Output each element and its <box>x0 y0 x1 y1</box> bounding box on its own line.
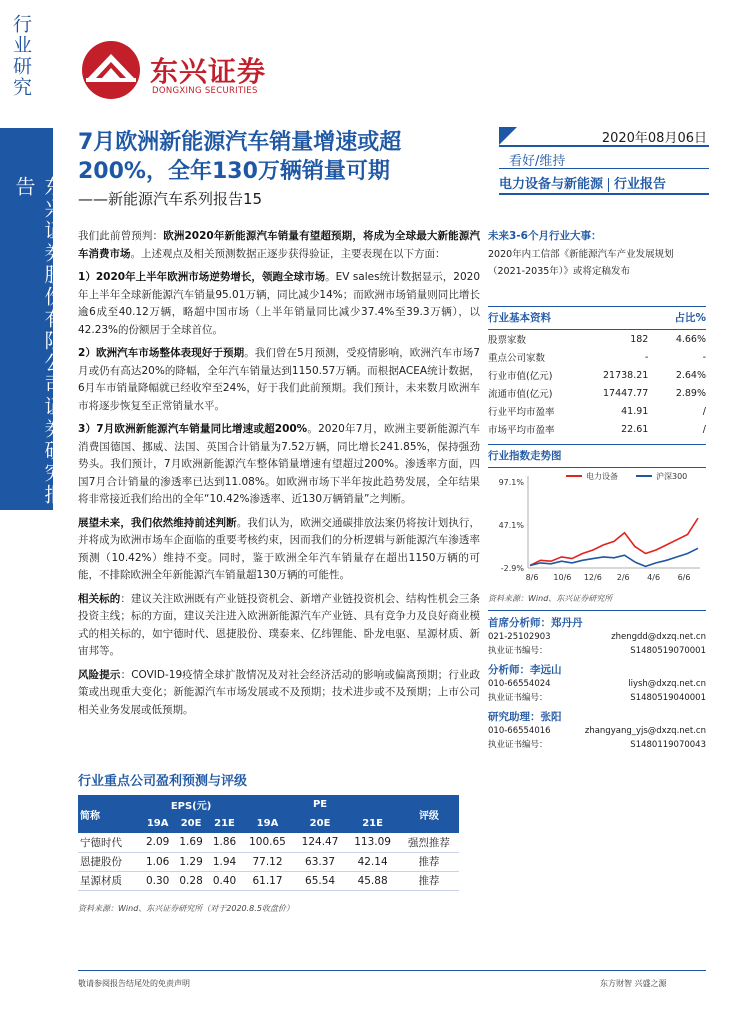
value-cell: 65.54 <box>294 871 347 890</box>
research-assistant-heading: 研究助理：张阳 <box>488 711 562 723</box>
analyst-rule <box>488 610 706 611</box>
point-3-heading: 3）7月欧洲新能源汽车销量同比增速或超200% <box>78 423 308 435</box>
targets-text: ：建议关注欧洲既有产业链投资机会、新增产业链投资机会、结构性机会三条投资主线；标的方面，建议关注进入欧洲新能源汽车产业链、具有竞争力及良好商业模式的相关标的，如宁德时代、恩捷股份、璞泰来、亿纬锂能、卧龙电驱、星源材质、新宙邦等。 <box>78 592 481 657</box>
chief-analyst-phone: 021-25102903 <box>488 632 551 642</box>
assistant-contact <box>488 724 706 738</box>
table-row <box>78 871 459 890</box>
assistant-cert: S1480119070043 <box>630 740 706 750</box>
company-name-cell: 星源材质 <box>78 871 141 890</box>
analyst-cert-row <box>488 691 706 705</box>
legend-label: 电力设备 <box>586 472 618 481</box>
rating-cell: 推荐 <box>399 852 459 871</box>
basic-info-pct-header: 占比% <box>674 312 706 324</box>
sidebar-company-band <box>0 128 65 510</box>
y-tick-label: 47.1% <box>498 521 524 530</box>
paragraph-outlook <box>78 515 480 585</box>
basic-info-header <box>488 307 706 329</box>
meta-tags <box>499 169 709 193</box>
basic-info-pct: / <box>702 405 706 417</box>
basic-info-label: 股票家数 <box>488 335 527 346</box>
point-1-heading: 1）2020年上半年欧洲市场逆势增长，领跑全球市场 <box>78 271 326 283</box>
x-tick-label: 8/6 <box>525 573 539 582</box>
paragraph-risks <box>78 667 480 720</box>
cert-label: 执业证书编号： <box>488 740 548 750</box>
chart-source: 资料来源：Wind、东兴证券研究所 <box>488 594 613 603</box>
value-cell: 0.40 <box>208 871 241 890</box>
value-cell: 100.65 <box>241 833 294 852</box>
basic-info-pct: 2.64% <box>675 369 706 381</box>
basic-info-row <box>488 420 706 438</box>
col-name-header: 简称 <box>78 795 141 833</box>
prediction-table <box>78 795 459 891</box>
company-name-cell: 恩捷股份 <box>78 852 141 871</box>
sidebar-top <box>0 0 53 128</box>
table-row <box>78 852 459 871</box>
value-cell: 45.88 <box>346 871 399 890</box>
basic-info-label: 重点公司家数 <box>488 353 546 364</box>
analyst-email: liysh@dxzq.net.cn <box>628 679 706 689</box>
analyst-contact <box>488 677 706 691</box>
series-line <box>530 548 698 566</box>
chief-analyst-cert: S1480519070001 <box>630 646 706 656</box>
point-1-text: 。EV sales统计数据显示，2020年上半年全球新能源汽车销量95.01万辆，同比减少14%；而欧洲市场销量则同比增长逾6成至40.12万辆，略超中国市场（上半年销量同比减少37.4%至39.3万辆），以42.23%的份额居于全球首位。 <box>78 271 480 336</box>
year-header: 20E <box>174 814 207 833</box>
analyst-cert: S1480519040001 <box>630 693 706 703</box>
basic-info-title: 行业基本资料 <box>488 312 551 324</box>
basic-info-value: 182 <box>630 333 649 345</box>
analyst-phone: 010-66554024 <box>488 679 551 689</box>
prediction-table-title: 行业重点公司盈利预测与评级 <box>78 774 248 789</box>
risks-text: ：COVID-19疫情全球扩散情况及对社会经济活动的影响或偏离预期；行业政策或出现重大变化；新能源汽车市场发展或不及预期；技术进步或不及预期；上市公司相关业务发展或低预期。 <box>78 668 480 716</box>
basic-info-pct: - <box>702 351 706 363</box>
year-header: 21E <box>208 814 241 833</box>
company-logo-icon <box>78 40 144 100</box>
company-vertical-label: 东兴证券股份有限公司证券研究报告 <box>12 176 65 506</box>
industry-rating: 看好/维持 <box>499 147 709 169</box>
value-cell: 113.09 <box>346 833 399 852</box>
intro-highlight: 欧洲2020年新能源汽车销量有望超预期，将成为全球最大新能源汽车消费市场 <box>78 230 480 260</box>
footer-slogan: 东方财智 兴盛之源 <box>600 979 667 988</box>
basic-info-row <box>488 366 706 384</box>
col-pe-header: PE <box>241 795 399 814</box>
year-header: 19A <box>241 814 294 833</box>
basic-info-pct: / <box>702 423 706 435</box>
report-date: 2020年08月06日 <box>499 127 709 147</box>
right-column <box>488 228 706 752</box>
point-3-text: 。2020年7月，欧洲主要新能源汽车消费国德国、挪威、法国、英国合计销量为7.52万辆，同比增长241.85%，保持强劲势头。我们预计，7月欧洲新能源汽车整体销量增速有望超过200%。渗透率方面，四国7月合计销量的渗透率已达到11.08%。如欧洲市场下半年按此趋势发展，全年结果将非常接近我们给出的全年“10.42%渗透率、近130万辆销量”之判断。 <box>78 423 480 505</box>
basic-info-row <box>488 330 706 348</box>
chief-analyst-heading: 首席分析师：郑丹丹 <box>488 617 583 629</box>
prediction-source: 资料来源：Wind、东兴证券研究所（对于2020.8.5收盘价） <box>78 904 294 913</box>
value-cell: 77.12 <box>241 852 294 871</box>
chief-analyst-cert-row <box>488 644 706 658</box>
paragraph-point-2 <box>78 345 480 415</box>
basic-info-label: 流通市值(亿元) <box>488 389 553 400</box>
paragraph-intro <box>78 228 480 263</box>
point-2-heading: 2）欧洲汽车市场整体表现好于预期 <box>78 347 245 359</box>
value-cell: 42.14 <box>346 852 399 871</box>
value-cell: 0.28 <box>174 871 207 890</box>
point-2-text: 。我们曾在5月预测，受疫情影响，欧洲汽车市场7月或仍有高达20%的降幅，全年汽车销量达到1150.57万辆。而根据ACEA统计数据，6月车市销量降幅就已经收窄至24%，好于我们此前预期。我们预计，未来数月欧洲车市将逐步恢复至正常销量水平。 <box>78 347 480 412</box>
basic-info-label: 行业平均市盈率 <box>488 407 555 418</box>
report-type-tag: 行业报告 <box>614 177 667 192</box>
assistant-email: zhangyang_yjs@dxzq.net.cn <box>584 726 706 736</box>
basic-info-table <box>488 330 706 438</box>
report-title: 7月欧洲新能源汽车销量增速或超200%，全年130万辆销量可期 <box>78 130 402 184</box>
basic-info-pct: 4.66% <box>675 333 706 345</box>
year-header: 20E <box>294 814 347 833</box>
report-body <box>78 228 480 725</box>
value-cell: 63.37 <box>294 852 347 871</box>
upcoming-events-text: 2020年内工信部《新能源汽车产业发展规划（2021-2035年）》或将定稿发布 <box>488 249 674 277</box>
industry-tag: 电力设备与新能源 <box>499 177 604 192</box>
value-cell: 1.29 <box>174 852 207 871</box>
table-row <box>78 833 459 852</box>
tag-divider <box>608 178 609 192</box>
basic-info-row <box>488 402 706 420</box>
outlook-heading: 展望未来，我们依然维持前述判断 <box>78 516 237 529</box>
report-subtitle: ——新能源汽车系列报告15 <box>78 190 263 208</box>
value-cell: 0.30 <box>141 871 174 890</box>
meta-bottom-rule <box>499 193 709 195</box>
paragraph-point-1 <box>78 269 480 339</box>
basic-info-pct: 2.89% <box>675 387 706 399</box>
x-tick-label: 2/6 <box>616 573 630 582</box>
rating-cell: 强烈推荐 <box>399 833 459 852</box>
chief-analyst-contact <box>488 630 706 644</box>
basic-info-row <box>488 384 706 402</box>
year-header: 19A <box>141 814 174 833</box>
basic-info-label: 市场平均市盈率 <box>488 425 555 436</box>
assistant-cert-row <box>488 738 706 752</box>
cert-label: 执业证书编号： <box>488 646 548 656</box>
value-cell: 124.47 <box>294 833 347 852</box>
meta-corner-mark <box>499 127 517 145</box>
chief-analyst-email: zhengdd@dxzq.net.cn <box>611 632 706 642</box>
index-chart-title: 行业指数走势图 <box>488 450 562 462</box>
paragraph-point-3 <box>78 421 480 509</box>
basic-info-row <box>488 348 706 366</box>
upcoming-events-title: 未来3-6个月行业大事： <box>488 230 602 242</box>
logo-wordmark: 东兴证券 <box>150 55 267 88</box>
year-header: 21E <box>346 814 399 833</box>
basic-info-value: - <box>644 351 649 363</box>
analyst-heading: 分析师：李远山 <box>488 664 562 676</box>
risks-heading: 风险提示 <box>78 668 121 681</box>
basic-info-value: 22.61 <box>621 423 649 435</box>
rating-cell: 推荐 <box>399 871 459 890</box>
x-tick-label: 12/6 <box>583 573 602 582</box>
report-category-label: 行业研究 <box>10 14 32 98</box>
sidebar <box>0 0 65 1024</box>
basic-info-value: 41.91 <box>621 405 649 417</box>
basic-info-label: 行业市值(亿元) <box>488 371 553 382</box>
value-cell: 2.09 <box>141 833 174 852</box>
x-tick-label: 4/6 <box>647 573 661 582</box>
col-eps-header: EPS(元) <box>141 795 241 814</box>
intro-tail: 。上述观点及相关预测数据正逐步获得验证，主要表现在以下方面： <box>130 247 446 260</box>
y-tick-label: 97.1% <box>498 478 524 487</box>
value-cell: 61.17 <box>241 871 294 890</box>
footer-disclaimer: 敬请参阅报告结尾处的免责声明 <box>78 979 190 988</box>
x-tick-label: 6/6 <box>677 573 691 582</box>
logo-english: DONGXING SECURITIES <box>152 86 258 96</box>
report-meta <box>499 127 709 195</box>
assistant-phone: 010-66554016 <box>488 726 551 736</box>
index-trend-chart <box>488 468 706 588</box>
value-cell: 1.06 <box>141 852 174 871</box>
value-cell: 1.86 <box>208 833 241 852</box>
outlook-text: 。我们认为，欧洲交通碳排放法案仍将按计划执行，并将成为欧洲市场车企面临的重要考核约束，因而我们的分析逻辑与新能源汽车渗透率预测（10.42%）维持不变。同时，鉴于欧洲全年汽车销量存在超出1150万辆的可能，不排除欧洲全年新能源汽车销量超130万辆的可能性。 <box>78 516 481 581</box>
targets-heading: 相关标的 <box>78 592 121 605</box>
col-rating-header: 评级 <box>399 795 459 833</box>
x-tick-label: 10/6 <box>553 573 572 582</box>
value-cell: 1.69 <box>174 833 207 852</box>
basic-info-value: 21738.21 <box>603 369 649 381</box>
cert-label: 执业证书编号： <box>488 693 548 703</box>
value-cell: 1.94 <box>208 852 241 871</box>
footer-rule <box>78 970 706 971</box>
y-tick-label: -2.9% <box>500 564 524 573</box>
company-name-cell: 宁德时代 <box>78 833 141 852</box>
legend-label: 沪深300 <box>656 472 688 481</box>
paragraph-targets <box>78 591 480 661</box>
intro-lead: 我们此前曾预判： <box>78 230 164 242</box>
basic-info-value: 17447.77 <box>603 387 649 399</box>
